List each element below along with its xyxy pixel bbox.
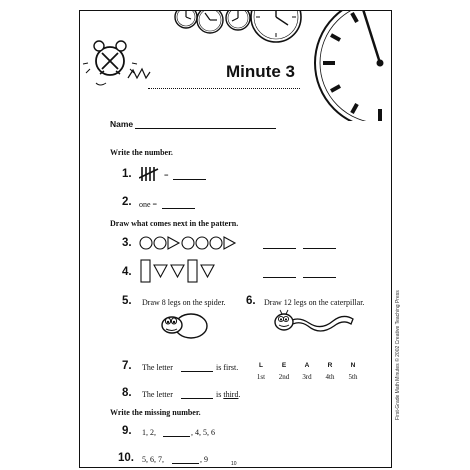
name-field[interactable] xyxy=(135,128,276,129)
title-underline xyxy=(148,88,300,89)
side-credit: First-Grade Math Minutes © 2002 Creative Teaching Press xyxy=(395,290,401,420)
answer-blank[interactable] xyxy=(263,248,296,249)
answer-blank[interactable] xyxy=(263,277,296,278)
page-title: Minute 3 xyxy=(226,62,295,81)
question-number: 5. xyxy=(122,295,132,307)
section-missing: Write the missing number. xyxy=(110,408,201,417)
question-number: 1. xyxy=(122,168,132,180)
question-text: Draw 12 legs on the caterpillar. xyxy=(264,298,365,307)
question-number: 9. xyxy=(122,425,132,437)
answer-blank[interactable] xyxy=(173,179,206,180)
rectangle-triangle-pattern xyxy=(140,259,218,285)
question-text: 5, 6, 7, xyxy=(142,455,164,464)
letter-label: A xyxy=(304,362,310,369)
worksheet-page xyxy=(79,10,392,468)
small-clock-icon xyxy=(175,11,197,28)
question-text: The letter xyxy=(142,363,173,372)
question-text: , 9 xyxy=(200,455,208,464)
equals-sign: = xyxy=(164,171,169,180)
question-number: 10. xyxy=(118,452,134,464)
small-clock-icon xyxy=(197,11,223,33)
small-clock-icon xyxy=(226,11,250,30)
clock-icon xyxy=(251,11,301,42)
question-text: , 4, 5, 6 xyxy=(191,428,215,437)
question-text: is third. xyxy=(216,390,241,399)
big-clock-icon xyxy=(315,11,392,121)
ordinal-label: 1st xyxy=(256,373,266,381)
section-pattern: Draw what comes next in the pattern. xyxy=(110,219,239,228)
ordinal-label: 3rd xyxy=(302,373,312,381)
name-label: Name xyxy=(110,119,134,129)
question-text: Draw 8 legs on the spider. xyxy=(142,298,226,307)
letter-label: R xyxy=(327,362,333,369)
answer-blank[interactable] xyxy=(162,208,195,209)
underlined-word: third xyxy=(223,390,239,399)
answer-blank[interactable] xyxy=(303,277,336,278)
question-number: 6. xyxy=(246,295,256,307)
question-number: 3. xyxy=(122,237,132,249)
question-text: The letter xyxy=(142,390,173,399)
alarm-clock-icon xyxy=(83,41,150,85)
answer-blank[interactable] xyxy=(163,436,190,437)
answer-blank[interactable] xyxy=(181,371,213,372)
answer-blank[interactable] xyxy=(172,463,199,464)
letter-label: N xyxy=(350,362,356,369)
question-number: 8. xyxy=(122,387,132,399)
caterpillar-icon xyxy=(273,309,358,337)
question-number: 7. xyxy=(122,360,132,372)
letter-label: E xyxy=(281,362,287,369)
question-text: one = xyxy=(139,200,158,209)
letter-label: L xyxy=(259,362,263,369)
answer-blank[interactable] xyxy=(303,248,336,249)
question-number: 2. xyxy=(122,196,132,208)
page-number: 10 xyxy=(231,461,237,467)
circle-triangle-pattern xyxy=(139,235,249,251)
ordinal-label: 5th xyxy=(348,373,358,381)
question-text: 1, 2, xyxy=(142,428,156,437)
ordinal-label: 2nd xyxy=(278,373,290,381)
tally-marks-icon xyxy=(139,166,161,182)
spider-icon xyxy=(160,309,210,341)
question-text: is first. xyxy=(216,363,239,372)
question-number: 4. xyxy=(122,266,132,278)
ordinal-label: 4th xyxy=(325,373,335,381)
answer-blank[interactable] xyxy=(181,398,213,399)
section-write-number: Write the number. xyxy=(110,148,173,157)
